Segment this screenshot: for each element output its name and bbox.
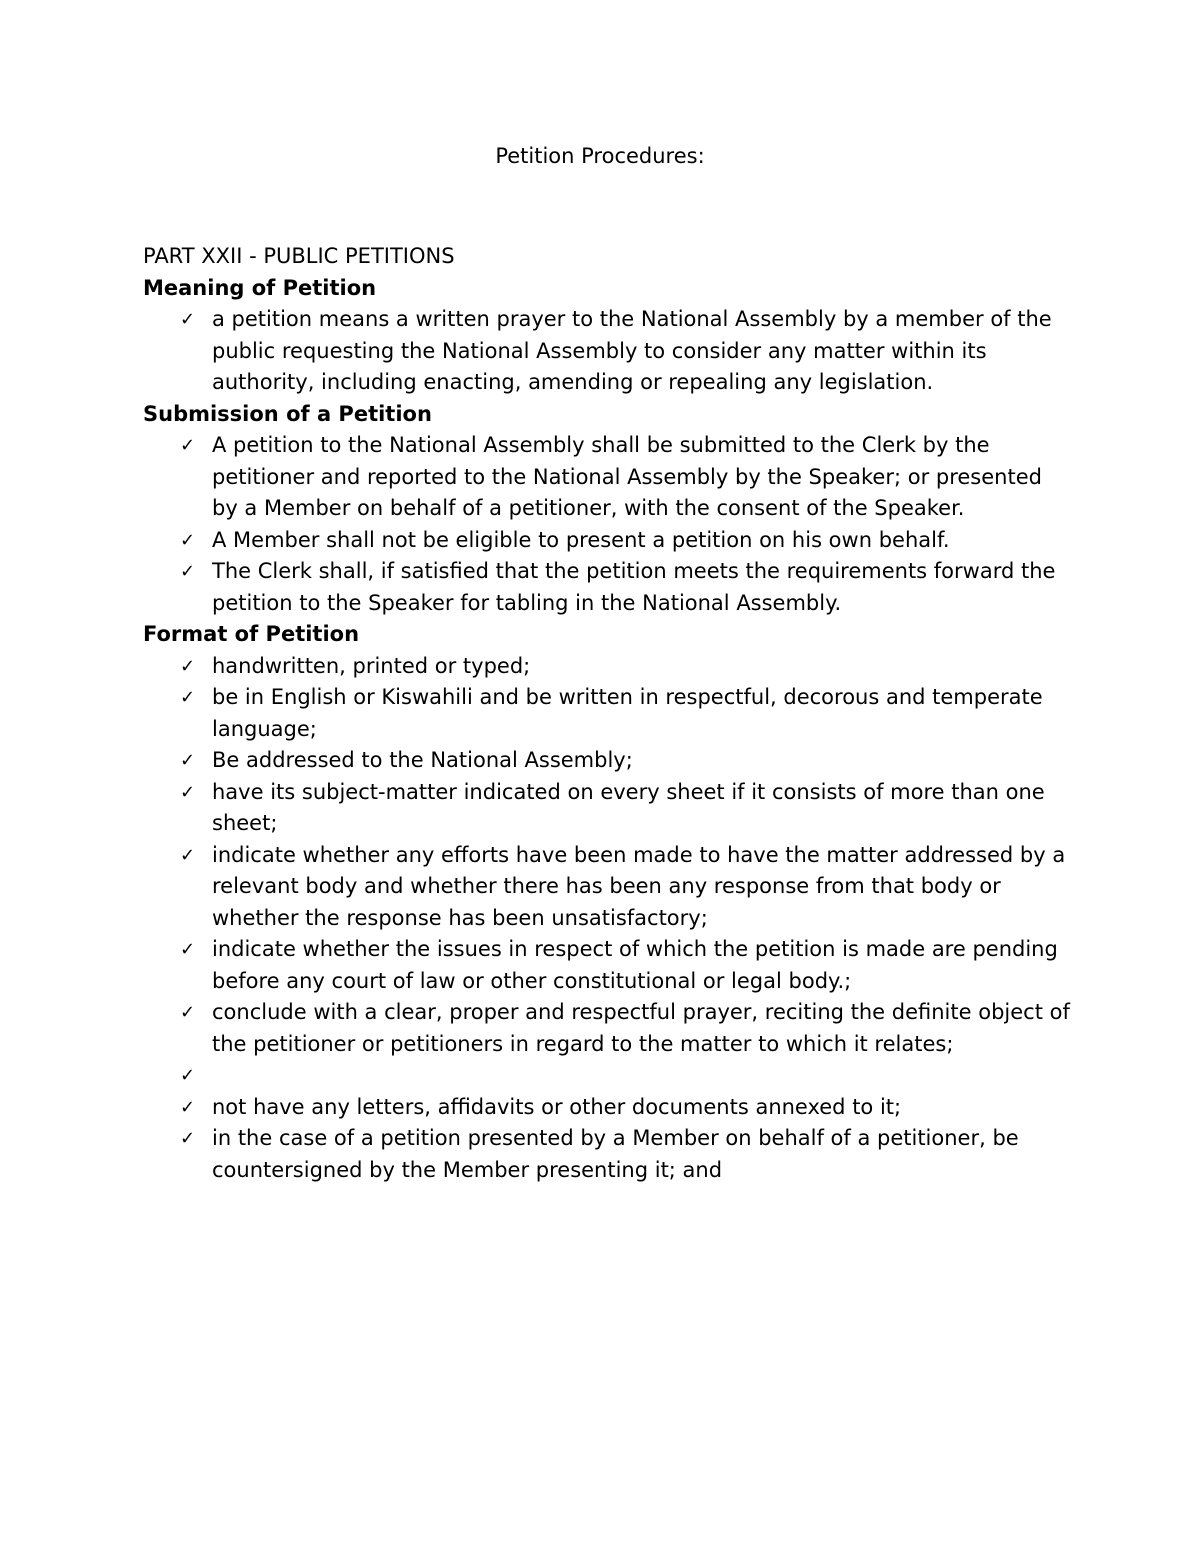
list-item-text: handwritten, printed or typed; — [212, 653, 531, 678]
checklist-meaning — [143, 304, 1073, 399]
section-heading-format: Format of Petition — [143, 622, 360, 646]
list-item-text: Be addressed to the National Assembly; — [212, 748, 633, 772]
part-heading: PART XXII - PUBLIC PETITIONS — [143, 244, 455, 268]
list-item — [143, 777, 1073, 840]
checkmark-icon: ✓ — [180, 750, 196, 771]
list-item-text: indicate whether the issues in respect of which the petition is made are pending before any court of law or other constitutional or legal body.; — [212, 937, 1058, 993]
list-item — [143, 997, 1073, 1060]
checkmark-icon: ✓ — [180, 435, 196, 456]
list-item-empty — [143, 1060, 1073, 1092]
checkmark-icon: ✓ — [180, 1096, 196, 1118]
list-item — [143, 430, 1073, 525]
list-item — [143, 525, 1073, 557]
checkmark-icon: ✓ — [180, 1002, 196, 1023]
section-heading-meaning: Meaning of Petition — [143, 275, 377, 300]
list-item-text: indicate whether any efforts have been made to have the matter addressed by a relevant body and whether there has been any response from that body or whether the response has been unsatisfactory; — [212, 842, 1066, 930]
list-item — [143, 556, 1073, 619]
section-heading-submission: Submission of a Petition — [143, 401, 432, 426]
list-item — [143, 1092, 1073, 1124]
list-item — [143, 1123, 1073, 1186]
checkmark-icon: ✓ — [180, 939, 196, 960]
document-body — [143, 241, 1073, 1186]
list-item-text: in the case of a petition presented by a Member on behalf of a petitioner, be countersigned by the Member presenting it; and — [212, 1126, 1019, 1182]
list-item — [143, 682, 1073, 745]
list-item-text: not have any letters, affidavits or other documents annexed to it; — [212, 1094, 902, 1119]
list-item-text: have its subject-matter indicated on every sheet if it consists of more than one sheet; — [212, 779, 1045, 835]
checklist-submission — [143, 430, 1073, 619]
checkmark-icon: ✓ — [180, 781, 196, 803]
checkmark-icon: ✓ — [180, 844, 196, 866]
page-title: Petition Procedures: — [495, 144, 705, 168]
list-item-text: conclude with a clear, proper and respectful prayer, reciting the definite object of the petitioner or petitioners in regard to the matter to which it relates; — [212, 1000, 1070, 1056]
checkmark-icon: ✓ — [180, 1065, 196, 1086]
list-item — [143, 651, 1073, 683]
checkmark-icon: ✓ — [180, 687, 196, 708]
list-item — [143, 745, 1073, 777]
checkmark-icon: ✓ — [180, 561, 196, 582]
list-item — [143, 304, 1073, 399]
checkmark-icon: ✓ — [180, 655, 196, 677]
list-item — [143, 840, 1073, 935]
list-item — [143, 934, 1073, 997]
checkmark-icon: ✓ — [180, 529, 196, 551]
list-item-text: A petition to the National Assembly shall be submitted to the Clerk by the petitioner and reported to the National Assembly by the Speaker; or presented by a Member on behalf of a petitioner, with the consent of the Speaker. — [212, 433, 1042, 520]
checkmark-icon: ✓ — [180, 309, 196, 330]
list-item-text: a petition means a written prayer to the National Assembly by a member of the public requesting the National Assembly to consider any matter within its authority, including enacting, amending or repealing any legislation. — [212, 307, 1052, 394]
list-item-text: The Clerk shall, if satisfied that the petition meets the requirements forward the petition to the Speaker for tabling in the National Assembly. — [212, 559, 1056, 615]
list-item-text: A Member shall not be eligible to present a petition on his own behalf. — [212, 527, 950, 552]
checkmark-icon: ✓ — [180, 1128, 196, 1149]
checklist-format — [143, 651, 1073, 1187]
list-item-text: be in English or Kiswahili and be written in respectful, decorous and temperate language; — [212, 685, 1043, 741]
